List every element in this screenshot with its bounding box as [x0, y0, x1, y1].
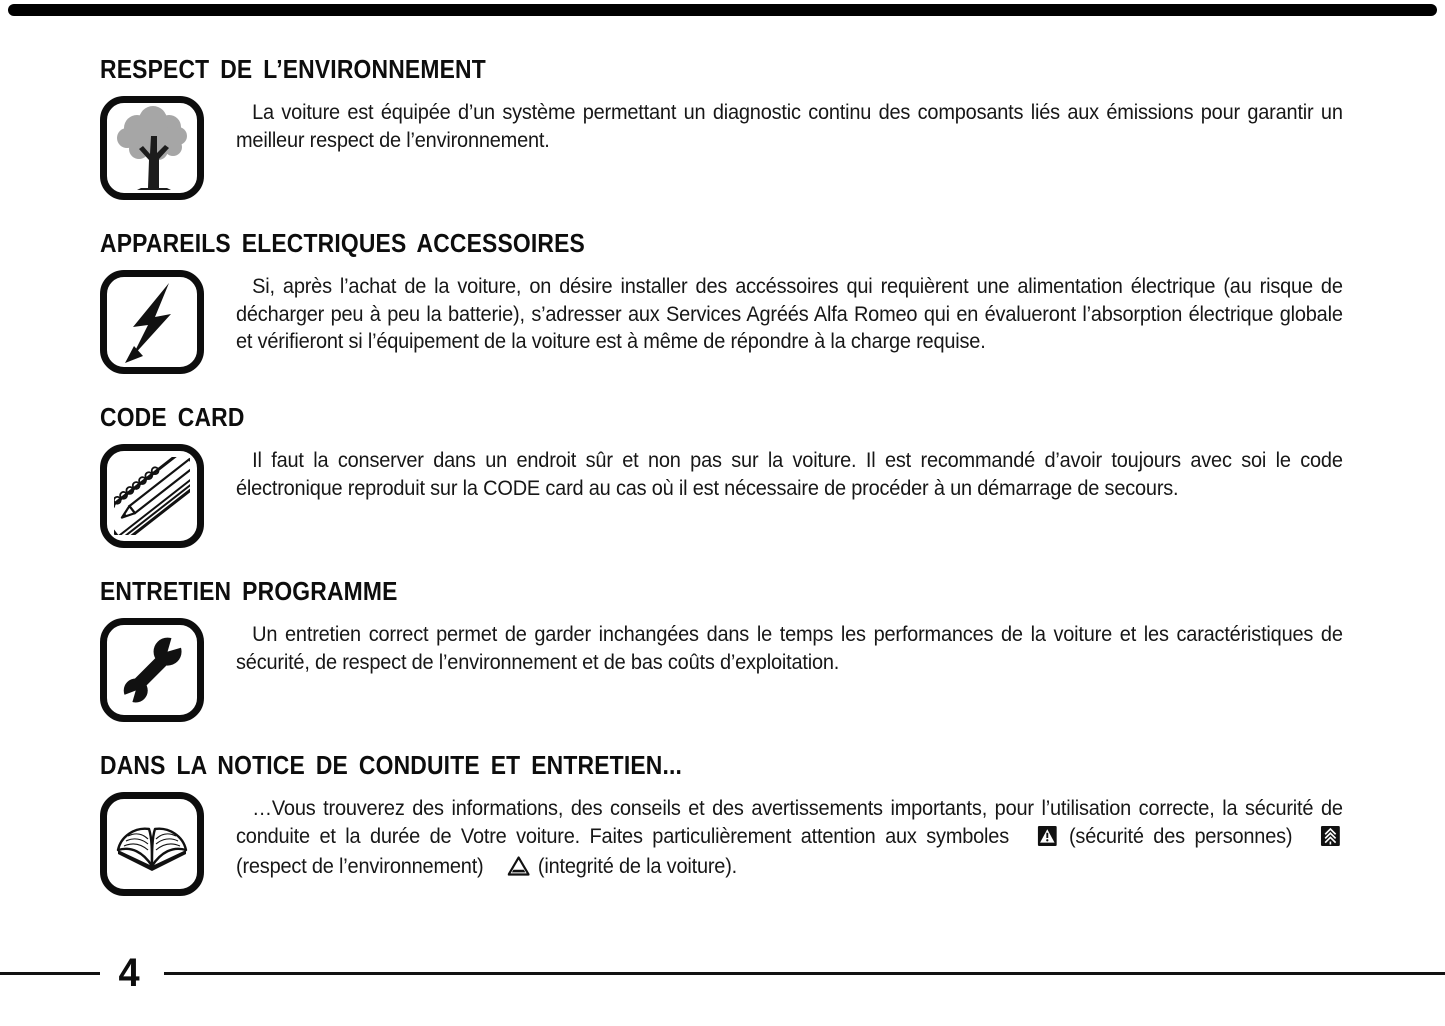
environment-respect-symbol-icon	[1305, 826, 1340, 854]
section-text-maintenance: Un entretien correct permet de garder inchangées dans le temps les performances de la voiture et les caractéristiques de sécurité, de respect de l’environnement et de bas coûts d’exploitation.	[236, 623, 1343, 674]
tree-icon	[100, 96, 204, 200]
top-black-bar	[8, 4, 1437, 16]
section-text-electrical: Si, après l’achat de la voiture, on désire installer des accéssoires qui requièrent une alimentation électrique (au risque de décharger peu à peu la batterie), s’adresser aux Services Agréés Alfa Romeo qui en évalueront l’absorption électrique globale et vérifieront si l’équipement de la voiture est à même de répondre à la charge requise.	[236, 275, 1343, 353]
wrench-icon	[100, 618, 204, 722]
section-heading-electrical: APPAREILS ELECTRIQUES ACCESSOIRES	[100, 228, 585, 258]
section-heading-maintenance: ENTRETIEN PROGRAMME	[100, 576, 398, 606]
code-card-icon	[100, 444, 204, 548]
section-electrical	[100, 270, 1345, 374]
section-heading-notice: DANS LA NOTICE DE CONDUITE ET ENTRETIEN...	[100, 750, 683, 780]
page-footer	[0, 951, 1445, 995]
page-number: 4	[118, 951, 140, 995]
notice-text-part3: (respect de l’environnement)	[236, 855, 484, 878]
footer-rule-left	[0, 972, 100, 975]
section-codecard	[100, 444, 1345, 548]
lightning-icon	[100, 270, 204, 374]
section-heading-codecard: CODE CARD	[100, 402, 245, 432]
section-environment	[100, 96, 1345, 200]
vehicle-integrity-symbol-icon	[492, 856, 530, 884]
section-text-notice	[236, 792, 1343, 884]
open-book-icon	[100, 792, 204, 896]
notice-text-part1: …Vous trouverez des informations, des conseils et des avertissements importants, pour l’utilisation correcte, la sécurité de conduite et la durée de Votre voiture. Faites particulièrement attention aux symboles	[236, 797, 1343, 848]
safety-persons-symbol-icon	[1021, 826, 1056, 854]
section-text-codecard: Il faut la conserver dans un endroit sûr et non pas sur la voiture. Il est recommandé d’avoir toujours avec soi le code électronique reproduit sur la CODE card au cas où il est nécessaire de procéder à un démarrage de secours.	[236, 449, 1343, 500]
section-text-environment: La voiture est équipée d’un système permettant un diagnostic continu des composants liés aux émissions pour garantir un meilleur respect de l’environnement.	[236, 101, 1343, 152]
footer-rule-right	[164, 972, 1445, 975]
page-content	[100, 54, 1345, 896]
notice-text-part4: (integrité de la voiture).	[537, 855, 738, 878]
notice-text-part2: (sécurité des personnes)	[1068, 824, 1293, 848]
section-heading-environment: RESPECT DE L’ENVIRONNEMENT	[100, 54, 486, 84]
section-maintenance	[100, 618, 1345, 722]
section-notice	[100, 792, 1345, 896]
